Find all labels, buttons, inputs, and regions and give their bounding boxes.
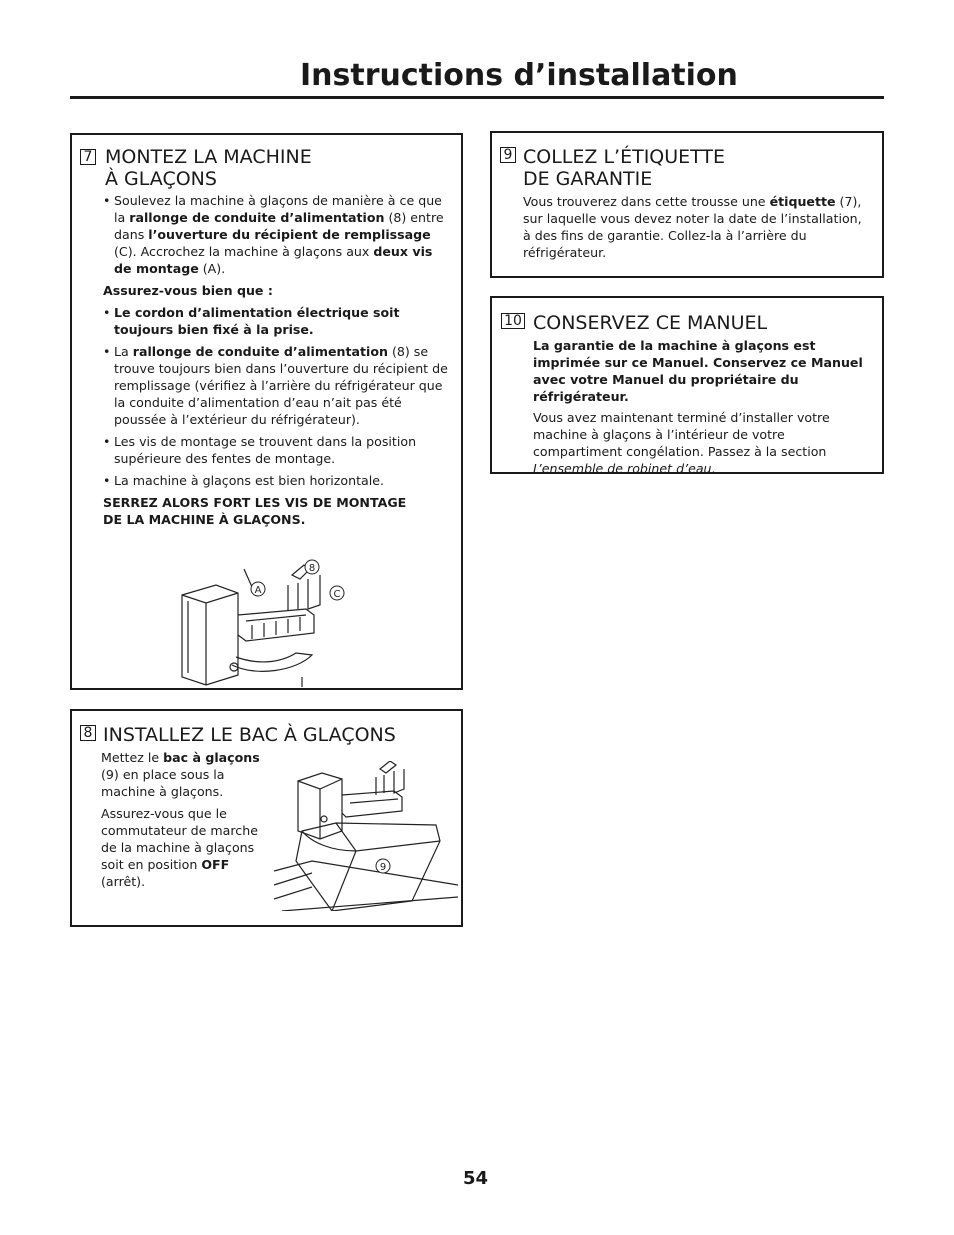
step-7-box xyxy=(70,133,463,690)
step-8-para-1: Mettez le bac à glaçons (9) en place sous la machine à glaçons. xyxy=(101,750,260,799)
step-7-body xyxy=(103,192,453,528)
step-7-bullet-5: • La machine à glaçons est bien horizontale. xyxy=(103,472,453,489)
step-8-para-2: Assurez-vous que le commutateur de marche de la machine à glaçons soit en position OFF (arrêt). xyxy=(101,806,258,889)
step-8-box xyxy=(70,709,463,927)
title-divider xyxy=(70,96,884,99)
ice-maker-mount-illustration xyxy=(176,555,356,687)
ice-bucket-illustration xyxy=(272,761,458,911)
step-7-bullet-4: • Les vis de montage se trouvent dans la position supérieure des fentes de montage. xyxy=(103,433,453,467)
step-10-box xyxy=(490,296,884,474)
step-10-bold-para: La garantie de la machine à glaçons est imprimée sur ce Manuel. Conservez ce Manuel avec votre Manuel du propriétaire du réfrigérateur. xyxy=(533,338,863,404)
step-7-bullet-1: • Soulevez la machine à glaçons de manière à ce que la rallonge de conduite d’alimentation (8) entre dans l’ouverture du récipient de remplissage (C). Accrochez la machine à glaçons aux deux vis de montage (A). xyxy=(103,192,453,277)
page-number: 54 xyxy=(463,1168,489,1189)
step-9-title xyxy=(523,146,725,190)
step-9-title-line1: COLLEZ L’ÉTIQUETTE xyxy=(523,146,726,168)
step-7-check-heading: Assurez-vous bien que : xyxy=(103,283,273,298)
step-10-body xyxy=(533,337,873,477)
step-7-bullet-3: • La rallonge de conduite d’alimentation (8) se trouve toujours bien dans l’ouverture du récipient de remplissage (vérifiez à l’arrière du réfrigérateur que la conduite d’alimentation d’eau n’ait pas été poussée à l’extérieur du réfrigérateur). xyxy=(103,343,453,428)
callout-9: 9 xyxy=(379,862,387,873)
step-10-title: CONSERVEZ CE MANUEL xyxy=(533,312,768,334)
step-10-para: Vous avez maintenant terminé d’installer votre machine à glaçons à l’intérieur de votre compartiment congélation. Passez à la section L’ensemble de robinet d’eau. xyxy=(533,410,830,476)
step-9-number: 9 xyxy=(500,147,516,163)
step-7-title-line2: À GLAÇONS xyxy=(105,168,217,190)
step-8-body xyxy=(101,749,269,890)
page-title: Instructions d’installation xyxy=(300,58,738,93)
step-7-title-line1: MONTEZ LA MACHINE xyxy=(105,146,312,168)
step-9-body xyxy=(523,193,863,261)
step-7-bullet-2: • Le cordon d’alimentation électrique soit toujours bien fixé à la prise. xyxy=(103,304,453,338)
step-9-para: Vous trouverez dans cette trousse une étiquette (7), sur laquelle vous devez noter la date de l’installation, à des fins de garantie. Collez-la à l’arrière du réfrigérateur. xyxy=(523,194,862,260)
step-9-box xyxy=(490,131,884,278)
step-8-number: 8 xyxy=(80,725,96,741)
step-10-number: 10 xyxy=(501,313,525,329)
step-9-title-line2: DE GARANTIE xyxy=(523,168,653,190)
step-7-number: 7 xyxy=(80,149,96,165)
callout-a: A xyxy=(254,585,262,596)
step-8-title: INSTALLEZ LE BAC À GLAÇONS xyxy=(103,724,396,746)
step-7-title xyxy=(105,146,312,190)
step-7-final-instruction: SERREZ ALORS FORT LES VIS DE MONTAGE DE LA MACHINE À GLAÇONS. xyxy=(103,495,407,527)
callout-8: 8 xyxy=(308,563,316,574)
callout-c: C xyxy=(333,589,341,600)
